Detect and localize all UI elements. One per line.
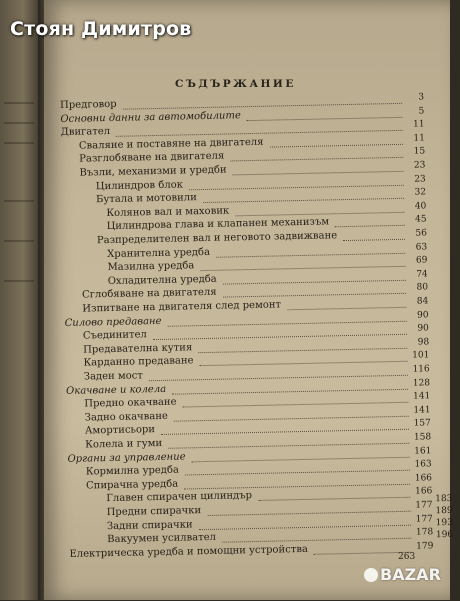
toc-trailing-page-number: 196 [435,530,454,541]
toc-entry-title: Окачване и колела [65,383,167,397]
toc-entry-title: Основни данни за автомобилите [60,109,241,125]
toc-entry-page: 157 [413,418,431,430]
toc-entry-title: Предговор [60,98,117,111]
toc-entry-page: 166 [414,486,433,498]
toc-entry-title: Двигател [60,126,111,139]
toc-entry-page: 11 [413,119,425,130]
toc-entry-title: Заден мост [83,370,143,383]
toc-entry-title: Задни спирачки [106,518,193,532]
toc-entry-title: Предно окачване [84,396,177,410]
toc-entry-title: Сваляне и поставяне на двигателя [78,136,264,152]
toc-entry-page: 5 [418,105,425,117]
toc-entry-title: Главен спирачен цилиндър [106,490,253,505]
toc-entry-title: Силово предаване [64,315,162,329]
toc-entry-title: Колела и гуми [85,437,163,451]
toc-entry-page: 69 [415,255,428,266]
toc-entry-title: Разглобяване на двигателя [79,150,225,165]
toc-entry-title: Органи за управление [67,451,186,465]
toc-entry-page: 90 [417,323,429,334]
bazar-logo [364,562,441,592]
toc-entry-page: 163 [414,459,432,470]
toc-entry-page: 177 [415,513,433,525]
bazar-logo-icon [364,568,378,582]
toc-entry-page: 101 [412,350,430,362]
toc-entry-title: Цилиндров блок [95,179,184,192]
toc-entry-page: 80 [416,282,429,293]
toc-trailing-page-number: 193 [435,518,454,529]
seller-watermark: Стоян Димитров [10,18,192,40]
toc-entry-page: 23 [413,160,426,171]
toc-entry-title: Изпитване на двигателя след ремонт [82,299,282,315]
toc-entry-title: Амортисьори [84,424,156,437]
toc-trailing-page-number: 183 [435,494,453,505]
toc-entry-title: Мазилна уредба [107,260,195,274]
toc-entry-title: Вакуумен усилвател [107,532,217,546]
bazar-logo-text: BAZAR [380,565,441,584]
toc-entry-title: Електрическа уредба и помощни устройства [69,543,309,560]
toc-entry-page: 158 [413,432,432,443]
toc-entry-title: Сглобяване на двигателя [81,287,217,301]
toc-entry-title: Хранителна уредба [107,246,211,260]
toc-entry-page: 63 [415,241,428,253]
toc-entry-title: Предавателна кутия [83,342,193,356]
toc-entry-page: 141 [413,391,431,402]
toc-entry-title: Карданно предаване [83,355,194,369]
toc-entry-page: 40 [414,201,427,212]
toc-entry-page: 128 [412,377,431,389]
toc-entry-title: Разпределителен вал и неговото задвижване [96,230,338,247]
toc-title: СЪДЪРЖАНИЕ [175,78,296,90]
toc-entry-page: 74 [416,269,428,280]
toc-entry-page: 179 [416,541,434,552]
toc-entry-title: Задно окачване [84,410,168,424]
toc-entry-title: Съединител [82,329,147,342]
toc-entry-title: Бутала и мотовили [95,192,197,206]
toc-entry-title: Възли, механизми и уредби [79,164,227,179]
toc-entry-title: Колянов вал и маховик [106,205,230,219]
toc-entry-page: 56 [415,228,427,239]
toc-entry-title: Спирачна уредба [85,478,179,492]
toc-entry-page: 32 [414,187,427,198]
toc-entry-title: Кормилна уредба [85,464,180,478]
toc-entry-page: 15 [413,146,426,157]
toc-entry-page: 84 [416,296,429,307]
toc-entry-page: 177 [415,500,433,511]
toc-entry-page: 161 [414,445,432,457]
toc-entry-title: Предни спирачки [106,505,202,519]
toc-entry-page: 11 [413,133,425,144]
toc-entry-page: 90 [417,309,429,321]
toc-entry-title: Охладителна уредба [107,273,217,287]
toc-entry-page: 3 [418,92,425,103]
toc-entry-page: 116 [412,364,430,375]
toc-trailing-page-number: 189 [435,506,453,517]
toc-entry-page: 141 [413,405,431,416]
toc-entry-page: 98 [417,337,430,348]
toc-entry-page: 23 [414,173,426,185]
toc-entry-page: 178 [415,527,434,538]
last-page-number: 263 [398,552,416,562]
toc-entry-page: 45 [415,214,427,225]
toc-entry-title: Цилиндрова глава и клапанен механизъм [106,216,330,233]
toc-entry-page: 166 [414,473,433,484]
